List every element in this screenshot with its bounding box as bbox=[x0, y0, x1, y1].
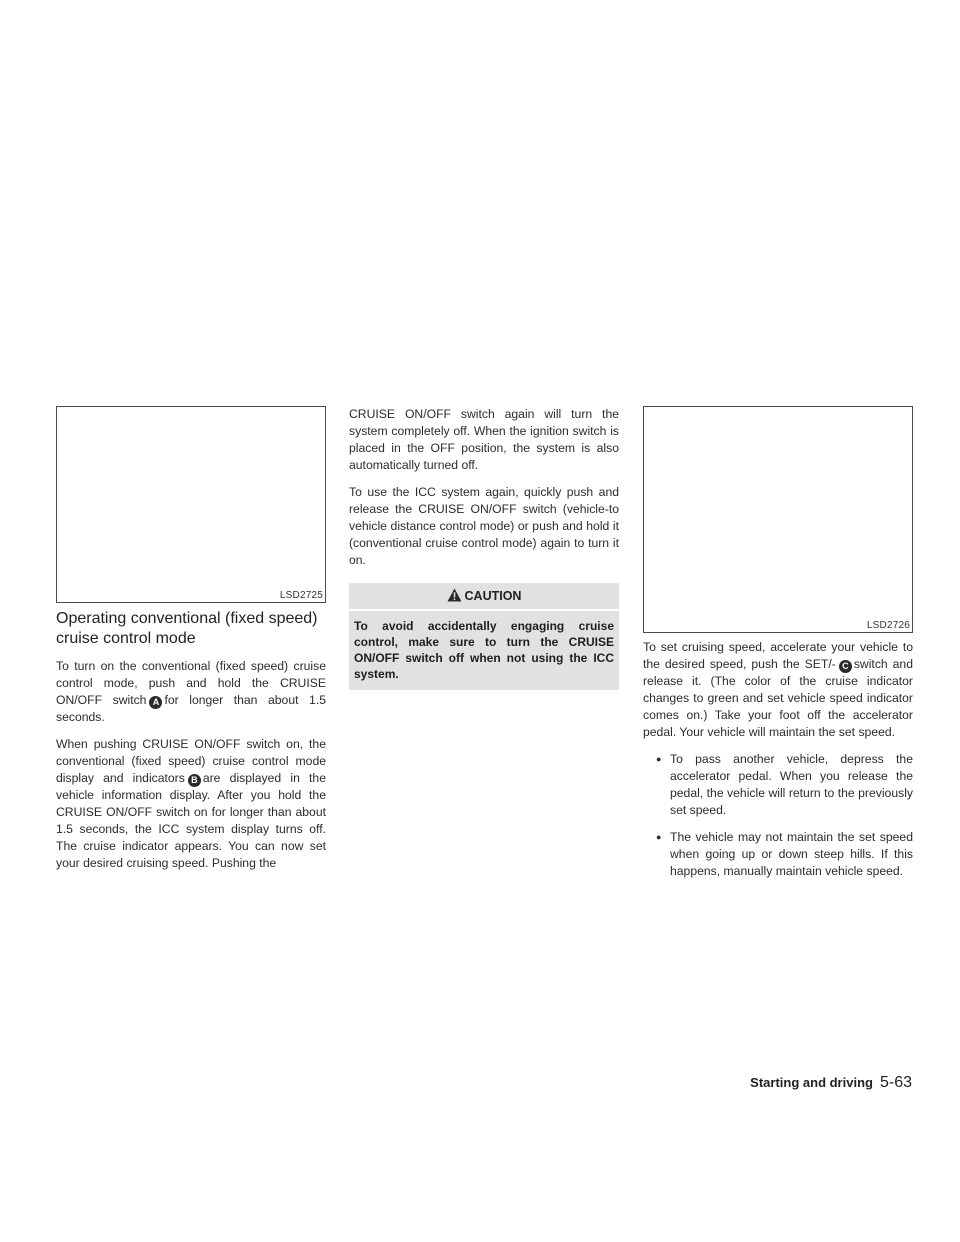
bullet-list bbox=[643, 751, 913, 880]
figure-lsd2725 bbox=[56, 406, 326, 603]
column-left bbox=[56, 406, 326, 882]
caution-text: To avoid accidentally engaging cruise control, make sure to turn the CRUISE ON/OFF switch off when not using the ICC system. bbox=[354, 619, 614, 681]
page-number: 5-63 bbox=[879, 1074, 912, 1091]
footer-section-title: Starting and driving bbox=[750, 1075, 873, 1090]
page-footer bbox=[680, 1074, 912, 1092]
paragraph-set-speed: To set cruising speed, accelerate your vehicle to the desired speed, push the SET/- C switch and release it. (The color of the cruise indicator changes to green and set vehicle speed indicator comes on.) Take your foot off the accelerator pedal. Your vehicle will maintain the set speed. bbox=[643, 640, 913, 739]
list-item: ● To pass another vehicle, depress the accelerator pedal. When you release the pedal, the vehicle will return to the previously set speed. bbox=[656, 751, 913, 819]
callout-b-icon: B bbox=[188, 774, 201, 787]
paragraph-use-again: To use the ICC system again, quickly push and release the CRUISE ON/OFF switch (vehicle-to vehicle distance control mode) or push and hold it (conventional cruise control mode) again to turn it on. bbox=[349, 485, 619, 567]
figure-label: LSD2726 bbox=[866, 620, 910, 631]
paragraph-turn-on: To turn on the conventional (fixed speed) cruise control mode, push and hold the CRUISE ON/OFF switch A for longer than about 1.5 seconds. bbox=[56, 659, 326, 724]
column-middle bbox=[349, 406, 619, 690]
section-heading: Operating conventional (fixed speed) cruise control mode bbox=[56, 610, 318, 647]
callout-a-icon: A bbox=[149, 696, 162, 709]
paragraph-display: When pushing CRUISE ON/OFF switch on, the conventional (fixed speed) cruise control mode display and indicators B are displayed in the vehicle information display. After you hold the CRUISE ON/OFF switch on for longer than about 1.5 seconds, the ICC system display turns off. The cruise indicator appears. You can now set your desired cruising speed. Pushing the bbox=[56, 737, 326, 870]
caution-title: CAUTION bbox=[464, 589, 522, 603]
warning-triangle-icon bbox=[447, 588, 462, 605]
caution-box bbox=[349, 583, 619, 690]
caution-header bbox=[349, 583, 619, 611]
figure-label: LSD2725 bbox=[279, 590, 323, 601]
list-item: ● The vehicle may not maintain the set speed when going up or down steep hills. If this happens, manually maintain vehicle speed. bbox=[656, 829, 913, 880]
paragraph-turn-off: CRUISE ON/OFF switch again will turn the system completely off. When the ignition switch is placed in the OFF position, the system is also automatically turned off. bbox=[349, 407, 619, 472]
callout-c-icon: C bbox=[839, 660, 852, 673]
figure-lsd2726 bbox=[643, 406, 913, 633]
column-right bbox=[643, 406, 913, 890]
